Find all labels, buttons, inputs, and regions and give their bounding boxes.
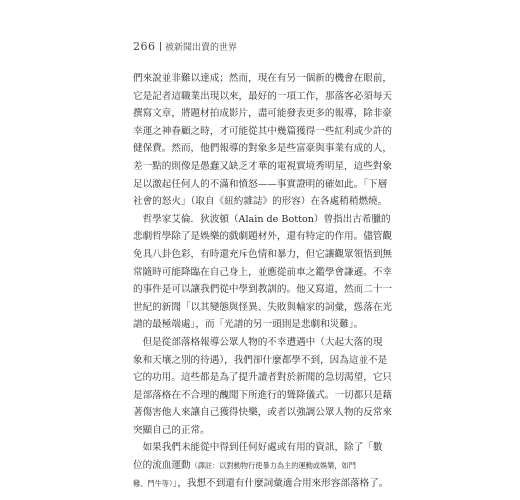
header-divider (160, 42, 162, 51)
text-line: 哲學家艾倫．狄波頓（Alain de Botton）曾指出古希臘的 (142, 213, 391, 225)
text-line: 幸運之神眷顧之時，才可能從其中幾篇獲得一些紅利或少許的 (133, 125, 393, 137)
body-text (133, 70, 395, 492)
text-line: 是部落格在不合理的醜聞下所進行的聳降儀式。一切都只是藉 (133, 389, 393, 401)
text-line: 突顯自己的正常。 (133, 424, 210, 436)
text-line (133, 457, 395, 475)
text-line: 的事件是可以讓我們從中學到教訓的。他又寫道，然而二十一 (133, 284, 393, 296)
text-line: 象和天壤之別的待遇），我們卻什麼都學不到，因為這並不是 (133, 354, 388, 366)
text-line: 足以激起任何人的不滿和憤怒——事實證明的確如此。「下層 (133, 178, 388, 190)
text-line: 們來說並非難以達成；然而，現在有另一個新的機會在眼前， (133, 73, 393, 84)
text-line: 常隨時可能降臨在自己身上，並應從前車之鑑學會謙遜。不幸 (133, 266, 393, 278)
translator-note: （譯註：以對動物行使暴力為主的運動或娛樂，如鬥 (190, 461, 356, 471)
text-line: 世紀的新聞「以其變態與怪異、失敗與輸家的詞彙，慫落在光 (133, 301, 393, 313)
running-header (133, 40, 237, 53)
text-line: 它是記者這職業出現以來，最好的一項工作，那落客必須每天 (133, 90, 393, 102)
text-line: 健保費。然而，他們報導的對象多是些富豪與事業有成的人， (133, 143, 393, 155)
text-segment: 」，我想不到還有什麼詞彙適合用來形容部落格了。 (172, 477, 389, 489)
text-line: 著傷害他人來讓自己獲得快樂，或者以強調公眾人物的反常來 (133, 407, 393, 419)
translator-note-cont: 雞、鬥牛等） (133, 478, 173, 488)
text-line: 悲劇哲學除了是娛樂的戲劇題材外，還有特定的作用。儘管觀 (133, 231, 393, 243)
text-line (133, 475, 395, 493)
text-line: 它的功用。這些都是為了提升讀者對於新聞的急切渴望，它只 (133, 372, 393, 384)
text-line: 但是從部落格報導公眾人物的不幸遭遇中（大起大落的現 (142, 336, 383, 348)
page-number: 266 (133, 40, 156, 53)
text-line: 如果我們未能從中得到任何好處或有用的資訊，除了「數 (142, 442, 383, 454)
text-line: 免具八卦色彩，有時還充斥色情和暴力，但它讓觀眾領悟到無 (133, 248, 393, 260)
text-segment: 位的流血運動 (133, 460, 191, 472)
book-title: 被新聞出賣的世界 (165, 43, 238, 53)
text-line: 譜的最極端處」，而「光譜的另一頭則是悲劇和災難」。 (133, 319, 364, 331)
text-line: 社會的怒火」（取自《紐約雜誌》的形容）在各處稍稍燃燒。 (133, 196, 388, 208)
text-line: 差一點的則像是愚蠢又缺乏才華的電視實境秀明星，這些對象 (133, 160, 393, 172)
text-line: 撰寫文章，將題材拍成影片，盡可能發表更多的報導，除非豪 (133, 108, 393, 120)
